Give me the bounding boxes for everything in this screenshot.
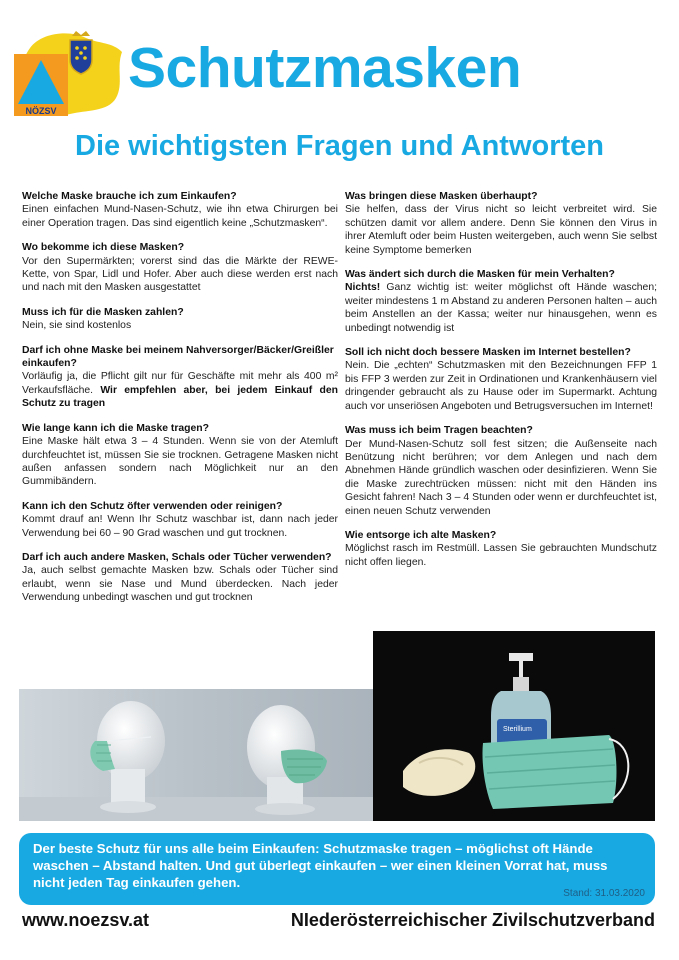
faq-item xyxy=(345,268,657,335)
faq-answer: Eine Maske hält etwa 3 – 4 Stunden. Wenn sie von der Atemluft durchfeuchtet ist, müssen Sie sie trocknen. Getragene Masken nicht außen anfassen sondern nach Möglichkeit nur an den Gummibändern. xyxy=(22,436,338,488)
banner-date: Stand: 31.03.2020 xyxy=(563,888,645,899)
faq-item xyxy=(345,424,657,518)
faq-item xyxy=(345,190,657,257)
faq-answer: Nein, sie sind kostenlos xyxy=(22,320,132,332)
faq-answer: Vor den Supermärkten; vorerst sind das die Märkte der REWE-Kette, von Spar, Lidl und Hofer. Aber auch diese werden erst nach und nach mit den Masken ausgestattet xyxy=(22,255,338,294)
faq-answer xyxy=(22,370,338,410)
faq-question: Soll ich nicht doch bessere Masken im Internet bestellen? xyxy=(345,347,631,359)
banner-message: Der beste Schutz für uns alle beim Einkaufen: Schutzmaske tragen – möglichst oft Hände waschen – Abstand halten. Und gut überlegt einkaufen – wer einen kleinen Vorrat hat, muss nicht jeden Tag einkaufen gehen. xyxy=(33,841,608,890)
faq-answer-text: Ganz wichtig ist: weiter möglichst oft Hände waschen; weiter mindestens 1 m Abstand zu anderen Personen halten – auch beim Anstellen an der Kassa; weiter nur hinausgehen, wenn es unbedingt notwendig ist xyxy=(345,282,657,334)
faq-item xyxy=(22,190,338,230)
faq-answer: Möglichst rasch im Restmüll. Lassen Sie gebrauchten Mundschutz nicht offen liegen. xyxy=(345,543,657,568)
info-banner xyxy=(19,833,655,905)
faq-answer: Der Mund-Nasen-Schutz soll fest sitzen; die Außenseite nach Benützung nicht berühren; vor dem Anlegen und nach dem Abnehmen Hände gründlich waschen oder desinfizieren. Wenn Sie die Maske zurechtrücken müssen: nicht mit den Händen ins Gesicht fahren! Nach 3 – 4 Stunden oder wenn er durchfeuchtet ist, einen neuen Schutz verwenden xyxy=(345,438,657,517)
faq-answer: Sie helfen, dass der Virus nicht so leicht verbreitet wird. Sie schützen damit vor allem andere. Denn Sie können den Virus in ihrer Atemluft oder beim Husten weitergeben, auch wenn Sie selbst keine Symptome bemerken xyxy=(345,204,657,256)
faq-question: Wo bekomme ich diese Masken? xyxy=(22,242,185,254)
sanitizer-mask-photo xyxy=(373,631,655,821)
noezsv-logo xyxy=(12,28,124,118)
faq-item xyxy=(345,346,657,413)
page-title: Schutzmasken xyxy=(128,36,522,100)
faq-answer-emphasis: Nichts! xyxy=(345,282,381,294)
faq-item xyxy=(22,422,338,489)
faq-question: Was muss ich beim Tragen beachten? xyxy=(345,425,533,437)
faq-answer: Kommt drauf an! Wenn Ihr Schutz waschbar ist, dann nach jeder Verwendung bei 60 – 90 Grad waschen und gut trocknen. xyxy=(22,514,338,539)
faq-left-column xyxy=(22,190,338,616)
page-subtitle: Die wichtigsten Fragen und Antworten xyxy=(75,130,604,162)
footer-organization-name: NIederösterreichischer Zivilschutzverband xyxy=(290,910,655,930)
footer-website-link[interactable]: www.noezsv.at xyxy=(22,910,150,930)
faq-answer xyxy=(345,281,657,335)
mannequin-masks-photo xyxy=(19,689,373,821)
faq-question: Was bringen diese Masken überhaupt? xyxy=(345,191,538,202)
faq-answer: Ja, auch selbst gemachte Masken bzw. Schals oder Tücher sind erlaubt, wenn sie Nase und Mund überdecken. Nach jeder Verwendung unbedingt waschen und gut trocknen xyxy=(22,565,338,604)
faq-answer: Einen einfachen Mund-Nasen-Schutz, wie ihn etwa Chirurgen bei einer Operation tragen. Das sind eigentlich keine „Schutzmasken“. xyxy=(22,204,338,229)
faq-question: Wie lange kann ich die Maske tragen? xyxy=(22,422,209,434)
faq-answer-text: Vorläufig ja, die Pflicht gilt nur für Geschäfte mit mehr als 400 m² Verkaufsfläche. xyxy=(22,371,338,396)
faq-question: Darf ich ohne Maske bei meinem Nahversorger/Bäcker/Greißler einkaufen? xyxy=(22,344,334,370)
faq-item xyxy=(22,306,338,333)
faq-question: Muss ich für die Masken zahlen? xyxy=(22,306,184,318)
faq-right-column xyxy=(345,190,657,580)
faq-question: Was ändert sich durch die Masken für mein Verhalten? xyxy=(345,269,615,281)
svg-text:Sterillium: Sterillium xyxy=(503,726,532,733)
svg-text:NÖZSV: NÖZSV xyxy=(25,106,57,116)
faq-item xyxy=(22,344,338,411)
faq-question: Welche Maske brauche ich zum Einkaufen? xyxy=(22,191,237,202)
faq-item xyxy=(22,241,338,295)
faq-item xyxy=(345,529,657,569)
faq-answer-emphasis: Wir empfehlen aber, bei jedem Einkauf den Schutz zu tragen xyxy=(22,384,338,410)
faq-answer: Nein. Die „echten“ Schutzmasken mit den Bezeichnungen FFP 1 bis FFP 3 werden zur Zeit in Ordinationen und Krankenhäusern viel dringender gebraucht als zu Hause oder im Supermarkt. Achtung auch vor unseriösen Angeboten und Betrugsversuchen im Internet! xyxy=(345,360,657,412)
faq-item xyxy=(22,551,338,605)
faq-question: Wie entsorge ich alte Masken? xyxy=(345,529,497,541)
faq-question: Darf ich auch andere Masken, Schals oder Tücher verwenden? xyxy=(22,551,332,563)
faq-question: Kann ich den Schutz öfter verwenden oder reinigen? xyxy=(22,500,283,512)
page-header xyxy=(0,0,679,125)
faq-item xyxy=(22,500,338,540)
